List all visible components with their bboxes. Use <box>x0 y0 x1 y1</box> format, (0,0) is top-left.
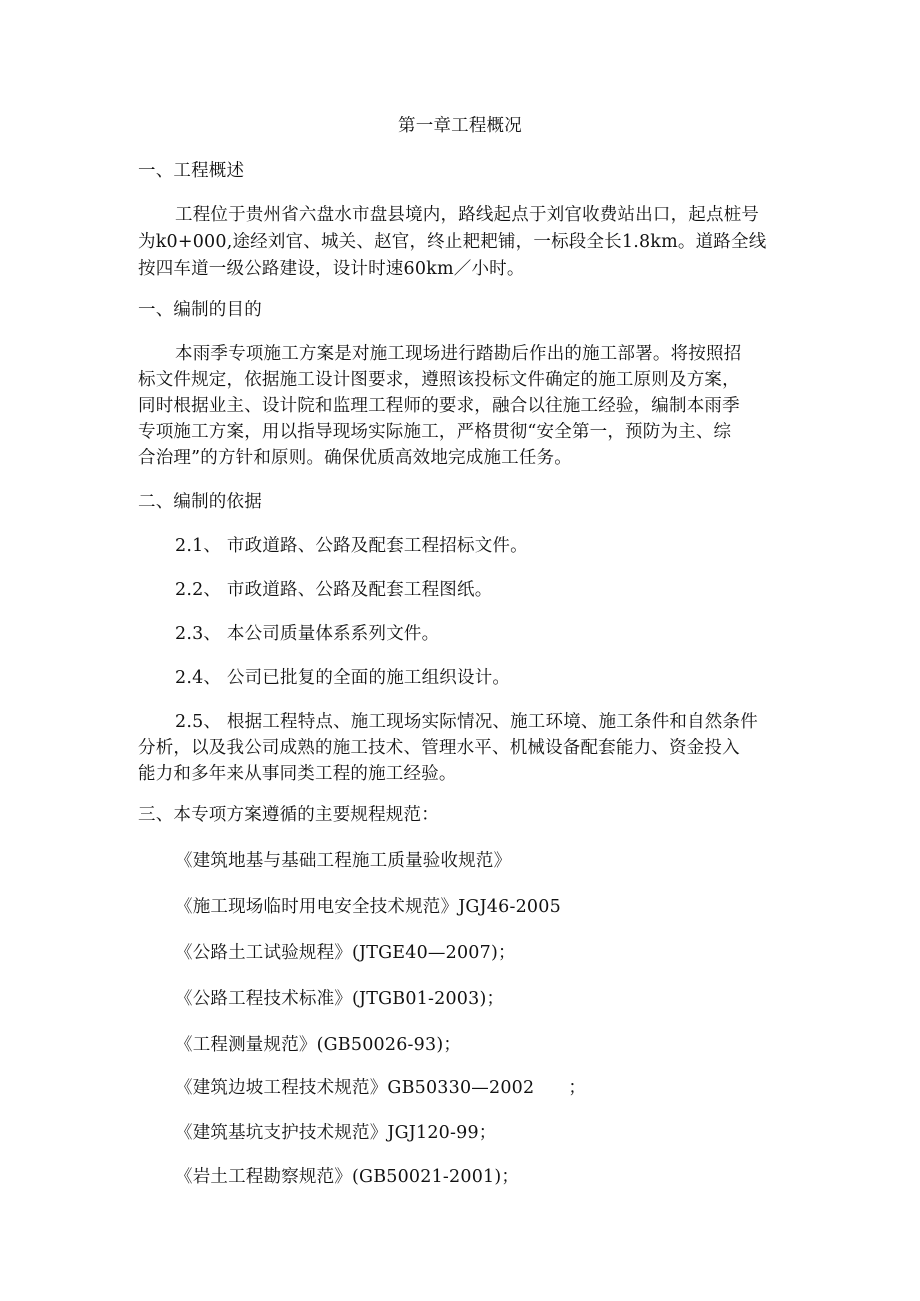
section-heading-overview: 一、工程概述 <box>138 161 245 181</box>
basis-item: 2.1、 市政道路、公路及配套工程招标文件。 <box>175 536 528 556</box>
section-heading-standards: 三、本专项方案遵循的主要规程规范： <box>138 805 439 825</box>
section-heading-purpose: 一、编制的目的 <box>138 300 262 320</box>
basis-item: 2.2、 市政道路、公路及配套工程图纸。 <box>175 580 493 600</box>
paragraph-line: 专项施工方案，用以指导现场实际施工，严格贯彻“安全第一，预防为主、综 <box>138 422 732 442</box>
standard-reference: 《公路土工试验规程》(JTGE40—2007)； <box>175 943 516 963</box>
chapter-title: 第一章工程概况 <box>398 116 522 136</box>
standard-reference: 《公路工程技术标准》(JTGB01-2003)； <box>175 989 505 1009</box>
paragraph-line: 按四车道一级公路建设，设计时速60km／小时。 <box>138 259 525 279</box>
basis-item-line: 2.5、 根据工程特点、施工现场实际情况、施工环境、施工条件和自然条件 <box>175 712 758 732</box>
standard-reference: 《建筑基坑支护技术规范》JGJ120-99； <box>175 1123 497 1143</box>
section-heading-basis: 二、编制的依据 <box>138 492 262 512</box>
basis-item-line: 分析，以及我公司成熟的施工技术、管理水平、机械设备配套能力、资金投入 <box>138 738 740 758</box>
paragraph-line: 标文件规定，依据施工设计图要求，遵照该投标文件确定的施工原则及方案， <box>138 370 740 390</box>
paragraph-line: 合治理”的方针和原则。确保优质高效地完成施工任务。 <box>138 448 572 468</box>
standard-reference: 《施工现场临时用电安全技术规范》JGJ46-2005 <box>175 897 561 917</box>
basis-item: 2.3、 本公司质量体系系列文件。 <box>175 624 440 644</box>
reference-suffix: ； <box>568 1078 587 1098</box>
standard-reference: 《建筑地基与基础工程施工质量验收规范》 <box>175 851 512 871</box>
paragraph-line: 本雨季专项施工方案是对施工现场进行踏勘后作出的施工部署。将按照招 <box>175 344 742 364</box>
standard-reference-row <box>175 1075 586 1101</box>
basis-item-line: 能力和多年来从事同类工程的施工经验。 <box>138 764 457 784</box>
standard-reference: 《工程测量规范》(GB50026-93)； <box>175 1035 462 1055</box>
paragraph-line: 同时根据业主、设计院和监理工程师的要求，融合以往施工经验，编制本雨季 <box>138 396 740 416</box>
paragraph-line: 工程位于贵州省六盘水市盘县境内，路线起点于刘官收费站出口，起点桩号 <box>175 205 760 225</box>
paragraph-line: 为k0+000,途经刘官、城关、赵官，终止耙耙铺，一标段全长1.8km。道路全线 <box>138 232 767 252</box>
basis-item: 2.4、 公司已批复的全面的施工组织设计。 <box>175 668 511 688</box>
standard-reference: 《建筑边坡工程技术规范》GB50330—2002 <box>175 1078 535 1098</box>
standard-reference: 《岩土工程勘察规范》(GB50021-2001)； <box>175 1167 520 1187</box>
